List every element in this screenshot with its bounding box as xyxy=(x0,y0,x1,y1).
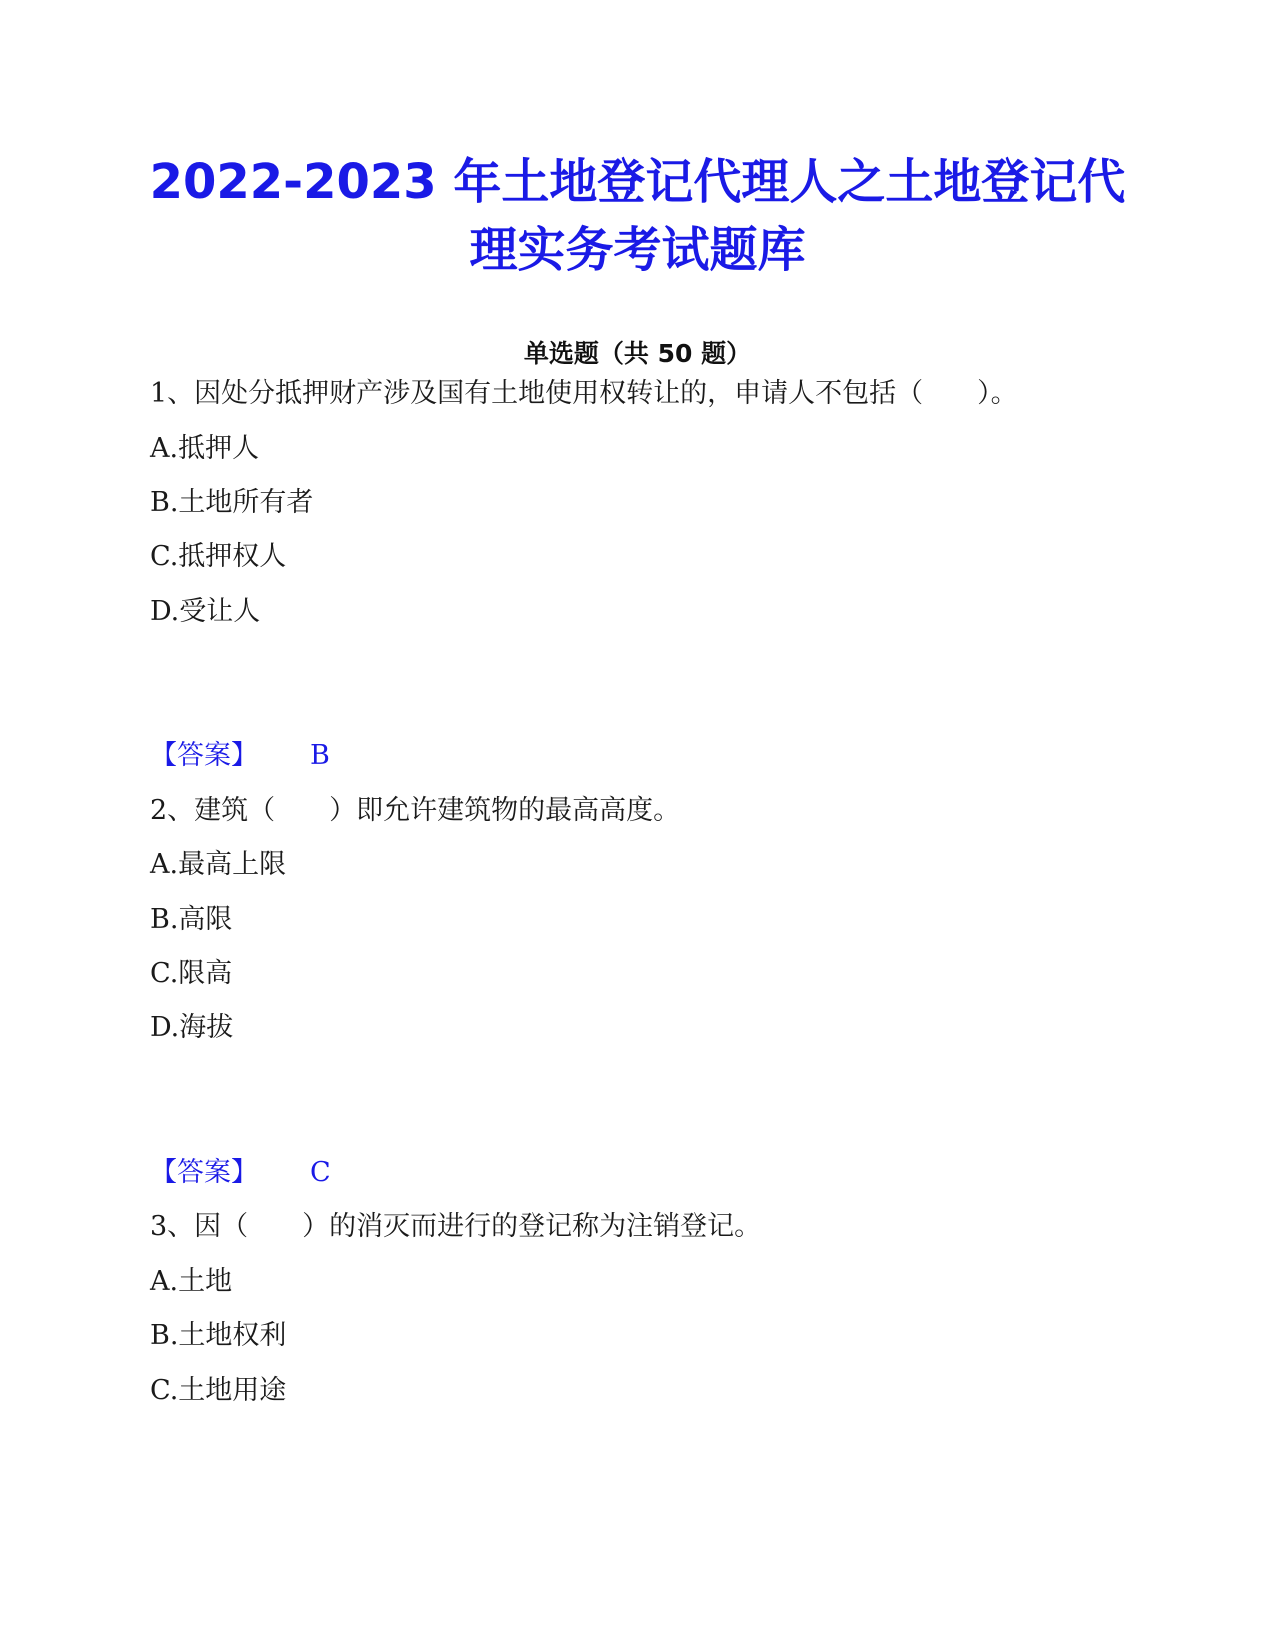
question-1-option-d: D.受让人 xyxy=(150,596,261,627)
answer-value: B xyxy=(310,740,330,771)
question-1-stem: 1、因处分抵押财产涉及国有土地使用权转让的，申请人不包括（ ）。 xyxy=(150,378,1018,409)
question-2-answer xyxy=(150,1155,331,1191)
section-heading: 单选题（共 50 题） xyxy=(523,339,752,368)
question-2-option-b: B.高限 xyxy=(150,904,233,935)
answer-label: 【答案】 xyxy=(150,1157,258,1188)
question-1-option-c: C.抵押权人 xyxy=(150,541,287,572)
question-1-answer xyxy=(150,738,330,774)
question-2-option-d: D.海拔 xyxy=(150,1012,234,1043)
question-2-stem: 2、建筑（ ）即允许建筑物的最高高度。 xyxy=(150,795,681,826)
question-3-option-a: A.土地 xyxy=(150,1266,233,1297)
question-1-option-b: B.土地所有者 xyxy=(150,487,314,518)
question-3-option-c: C.土地用途 xyxy=(150,1375,287,1406)
document-title-line2: 理实务考试题库 xyxy=(469,222,806,278)
answer-value: C xyxy=(310,1157,331,1188)
question-3-stem: 3、因（ ）的消灭而进行的登记称为注销登记。 xyxy=(150,1211,762,1242)
question-3-option-b: B.土地权利 xyxy=(150,1320,287,1351)
question-2-option-c: C.限高 xyxy=(150,958,233,989)
question-2-option-a: A.最高上限 xyxy=(150,849,287,880)
document-title-line1: 2022-2023 年土地登记代理人之土地登记代 xyxy=(149,154,1126,210)
question-1-option-a: A.抵押人 xyxy=(150,433,260,464)
answer-label: 【答案】 xyxy=(150,740,258,771)
